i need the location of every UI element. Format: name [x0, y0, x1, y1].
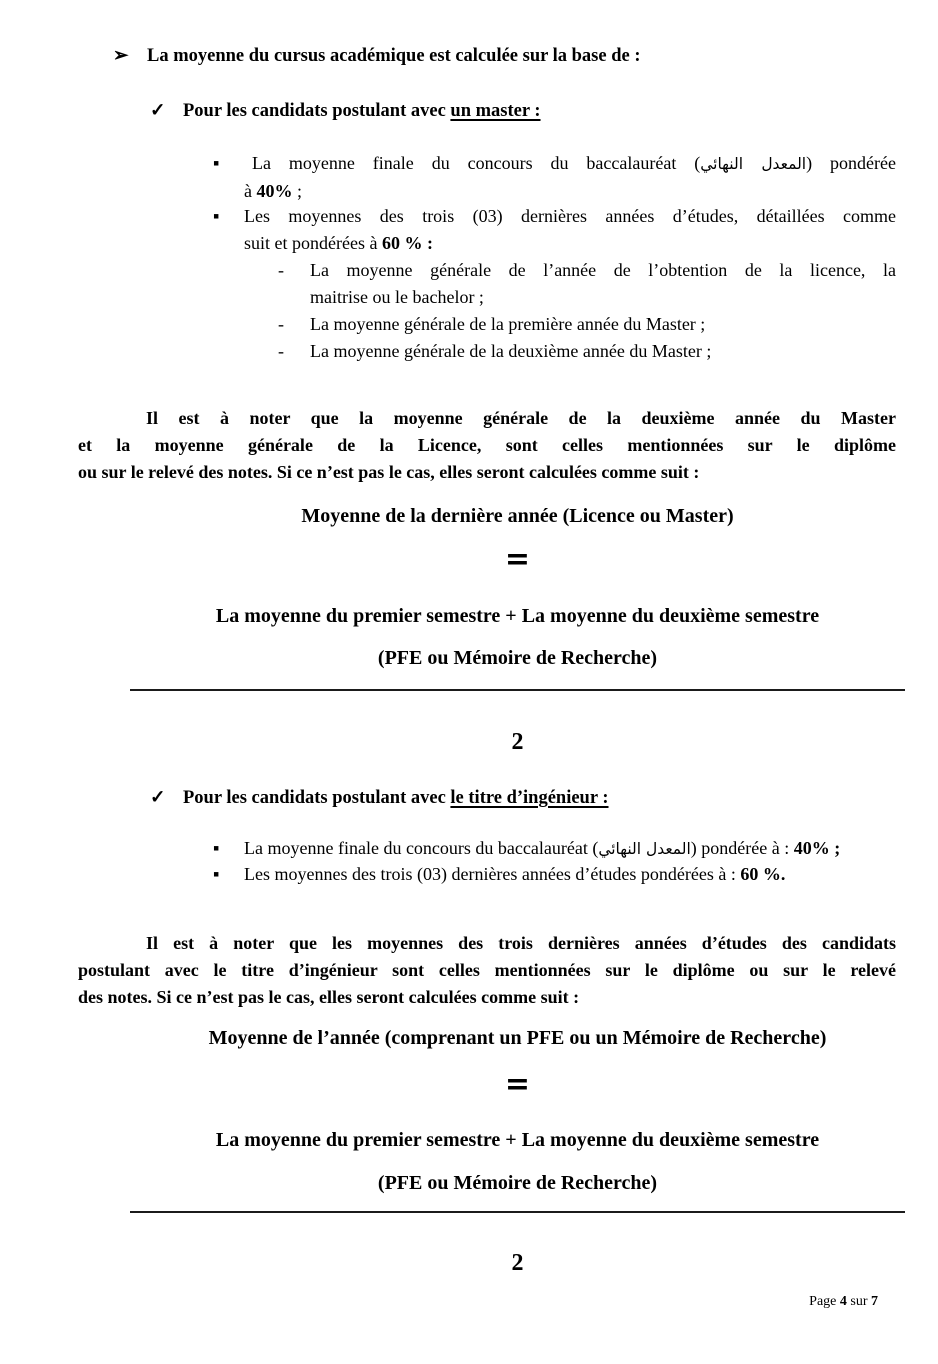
master-heading-row	[150, 98, 910, 125]
engineer-note-line-3: des notes. Si ce n’est pas le cas, elles seront calculées comme suit :	[78, 987, 580, 1007]
master-formula-numerator-note: (PFE ou Mémoire de Recherche)	[377, 647, 658, 669]
dash-bullet: -	[278, 314, 284, 334]
master-item-1-line-1: La moyenne finale du concours du baccalauréat (المعدل النهائي) pondérée	[252, 153, 896, 173]
master-formula-numerator: La moyenne du premier semestre + La moyenne du deuxième semestre	[215, 605, 820, 627]
master-item-2	[244, 203, 896, 257]
master-note-line-1: Il est à noter que la moyenne générale de la deuxième année du Master	[146, 408, 896, 428]
dash-bullet: -	[278, 260, 284, 280]
square-bullet-icon: ▪	[213, 838, 220, 858]
master-formula-title: Moyenne de la dernière année (Licence ou Master)	[301, 505, 734, 527]
square-bullet-icon: ▪	[213, 153, 220, 173]
master-item-1	[244, 150, 896, 205]
master-heading: Pour les candidats postulant avec un master :	[183, 101, 541, 121]
engineer-heading: Pour les candidats postulant avec le titre d’ingénieur :	[183, 788, 609, 808]
check-icon: ✓	[150, 101, 166, 121]
engineer-note-paragraph	[78, 930, 896, 1011]
square-bullet-icon: ▪	[213, 864, 220, 884]
dash-bullet: -	[278, 341, 284, 361]
master-note-paragraph	[78, 405, 896, 486]
master-item-1-line-2: à 40% ;	[244, 181, 303, 201]
engineer-formula-numerator-note: (PFE ou Mémoire de Recherche)	[377, 1172, 658, 1194]
master-formula-denominator: 2	[511, 729, 524, 755]
master-subitem-3: La moyenne générale de la deuxième année du Master ;	[310, 341, 712, 361]
engineer-item-1: La moyenne finale du concours du baccalauréat (المعدل النهائي) pondérée à : 40% ;	[244, 838, 841, 858]
main-heading: La moyenne du cursus académique est calculée sur la base de :	[147, 46, 641, 66]
master-subitem-2: La moyenne générale de la première année du Master ;	[310, 314, 706, 334]
master-note-line-2: et la moyenne générale de la Licence, sont celles mentionnées sur le diplôme	[78, 435, 896, 455]
engineer-formula-title: Moyenne de l’année (comprenant un PFE ou un Mémoire de Recherche)	[208, 1027, 827, 1049]
master-subitem-1-line-2: maitrise ou le bachelor ;	[310, 287, 484, 307]
equals-sign: =	[504, 542, 531, 577]
fraction-bar	[130, 1211, 905, 1213]
master-item-2-line-1: Les moyennes des trois (03) dernières années d’études, détaillées comme	[244, 206, 896, 226]
engineer-note-line-1: Il est à noter que les moyennes des trois dernières années d’études des candidats	[146, 933, 896, 953]
engineer-item-2: Les moyennes des trois (03) dernières années d’études pondérées à : 60 %.	[244, 864, 786, 884]
engineer-formula-denominator: 2	[511, 1250, 524, 1276]
arrow-bullet-icon: ➢	[113, 46, 129, 66]
page-number-footer: Page 4 sur 7	[809, 1294, 878, 1309]
master-note-line-3: ou sur le relevé des notes. Si ce n’est pas le cas, elles seront calculées comme suit :	[78, 462, 700, 482]
engineer-note-line-2: postulant avec le titre d’ingénieur sont celles mentionnées sur le diplôme ou sur le relevé	[78, 960, 896, 980]
master-subitem-1-line-1: La moyenne générale de l’année de l’obtention de la licence, la	[310, 260, 896, 280]
master-item-2-line-2: suit et pondérées à 60 % :	[244, 233, 433, 253]
master-subitem-1	[310, 257, 896, 311]
engineer-heading-row	[150, 785, 910, 812]
equals-sign: =	[504, 1067, 531, 1102]
fraction-bar	[130, 689, 905, 691]
engineer-formula-numerator: La moyenne du premier semestre + La moyenne du deuxième semestre	[215, 1129, 820, 1151]
heading-row	[113, 43, 913, 70]
check-icon: ✓	[150, 788, 166, 808]
square-bullet-icon: ▪	[213, 206, 220, 226]
